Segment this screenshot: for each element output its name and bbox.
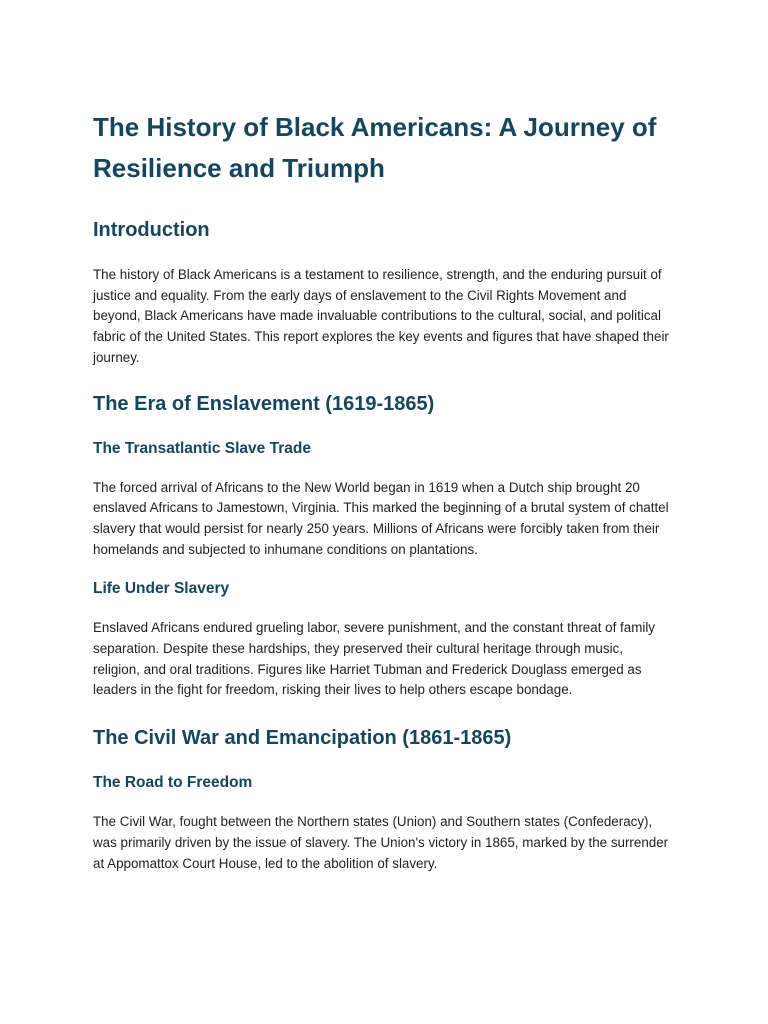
life-under-slavery-paragraph: Enslaved Africans endured grueling labor, severe punishment, and the constant threat of family separation. Despite these hardships, they preserved their cultural heritage through music, religion, and oral traditions. Figures like Harriet Tubman and Frederick Douglass emerged as leaders in the fight for freedom, risking their lives to help others escape bondage. xyxy=(93,620,656,698)
document-title: The History of Black Americans: A Journey of Resilience and Triumph xyxy=(93,112,657,183)
section-heading-enslavement: The Era of Enslavement (1619-1865) xyxy=(93,392,435,415)
subsection-heading-road-to-freedom: The Road to Freedom xyxy=(93,774,253,792)
section-heading-civil-war: The Civil War and Emancipation (1861-1865) xyxy=(93,727,512,750)
section-heading-introduction: Introduction xyxy=(93,219,210,241)
road-to-freedom-paragraph: The Civil War, fought between the Northern states (Union) and Southern states (Confederacy), was primarily driven by the issue of slavery. The Union's victory in 1865, marked by the surrender at Appomattox Court House, led to the abolition of slavery. xyxy=(93,814,669,871)
introduction-paragraph: The history of Black Americans is a testament to resilience, strength, and the enduring pursuit of justice and equality. From the early days of enslavement to the Civil Rights Movement and beyond, Black Americans have made invaluable contributions to the cultural, social, and political fabric of the United States. This report explores the key events and figures that have shaped their journey. xyxy=(93,267,669,365)
subsection-heading-slave-trade: The Transatlantic Slave Trade xyxy=(93,439,311,457)
slave-trade-paragraph: The forced arrival of Africans to the New World began in 1619 when a Dutch ship brought 20 enslaved Africans to Jamestown, Virginia. This marked the beginning of a brutal system of chattel slavery that would persist for nearly 250 years. Millions of Africans were forcibly taken from their homelands and subjected to inhumane conditions on plantations. xyxy=(93,479,669,557)
subsection-heading-life-under-slavery: Life Under Slavery xyxy=(93,580,230,598)
document-page xyxy=(93,107,673,874)
